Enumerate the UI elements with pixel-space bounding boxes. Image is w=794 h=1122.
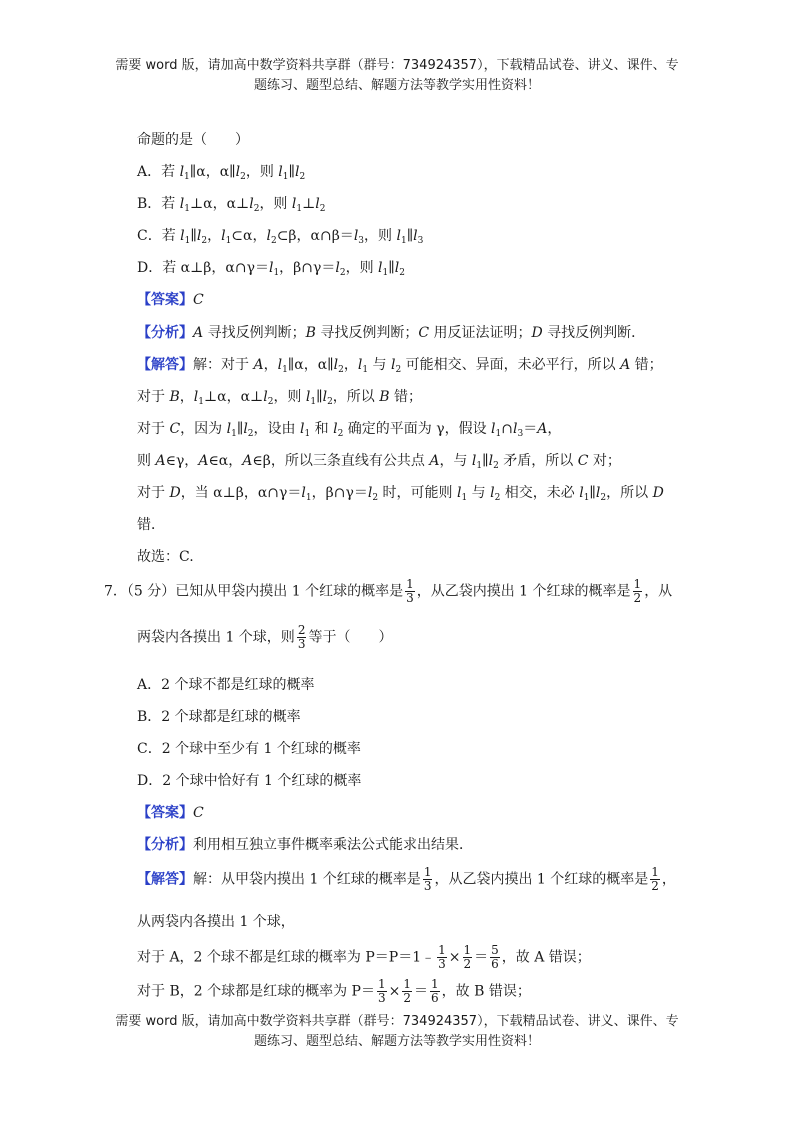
q7-option-d: D．2 个球中恰好有 1 个红球的概率 [137,773,362,789]
q7-case-b: 对于 B，2 个球都是红球的概率为 P＝ $\frac{1}{3}$ × $\frac{1}{2}$ ＝ $\frac{1}{6}$ ，故 B 错误； [137,977,531,1005]
footer-line-2: 题练习、题型总结、解题方法等教学实用性资料！ [253,1034,540,1049]
q6-option-a: A．若 $l_1\parallel\alpha$，$\alpha\parallel l_2$，则 $l_1\parallel l_2$ [137,164,306,182]
q7-option-b: B．2 个球都是红球的概率 [137,709,301,725]
fraction-one-third: $\frac{1}{3}$ [423,865,432,893]
q7-solution-line-2: 从两袋内各摸出 1 个球， [137,914,295,930]
q6-solution-line-5: 对于 D，当 α⊥β，$\alpha\cap\gamma=l_1$，$\beta\cap\gamma=l_2$ 时，可能则 $l_1$ 与 $l_2$ 相交，未必 $l_1\parallel l_2$，所以 D [137,485,664,503]
q7-option-a: A．2 个球不都是红球的概率 [137,677,315,693]
answer-tag: 【答案】 [137,292,193,308]
analysis-tag: 【分析】 [137,837,193,853]
fraction-one-half: $\frac{1}{2}$ [651,865,659,893]
q6-solution-line-1: 【解答】解：对于 A，$l_1\parallel\alpha$，$\alpha\parallel l_2$，$l_1$ 与 $l_2$ 可能相交、异面，未必平行，所以 A 错； [137,357,663,375]
q6-option-b: B．若 $l_1\perp\alpha$，$\alpha\perp l_2$，则 $l_1\perp l_2$ [137,196,326,214]
fraction-one-sixth: $\frac{1}{6}$ [430,977,439,1005]
fraction-one-half: $\frac{1}{2}$ [633,577,642,605]
q7-stem-line-1: 7．（5 分）已知从甲袋内摸出 1 个红球的概率是 $\frac{1}{3}$ ，从乙袋内摸出 1 个红球的概率是 $\frac{1}{2}$ ，从 [104,577,673,605]
q7-solution-line-1: 【解答】解：从甲袋内摸出 1 个红球的概率是 $\frac{1}{3}$ ，从乙袋内摸出 1 个红球的概率是 $\frac{1}{2}$ ， [137,865,676,893]
page-header [0,56,794,96]
footer-line-1: 需要 word 版，请加高中数学资料共享群（群号：734924357），下载精品试卷、讲义、课件、专 [115,1014,679,1029]
fraction-two-thirds: $\frac{2}{3}$ [297,623,306,651]
q7-answer [137,803,204,823]
answer-tag: 【答案】 [137,805,193,821]
q6-solution-line-4: 则 A∈γ，A∈α，A∈β，所以三条直线有公共点 A，与 $l_1\parallel l_2$ 矛盾，所以 C 对； [137,453,621,471]
analysis-tag: 【分析】 [137,325,193,341]
q7-stem-line-2: 两袋内各摸出 1 个球，则 $\frac{2}{3}$ 等于（ ） [137,623,393,651]
answer-value: C [193,292,204,308]
q6-stem-tail: 命题的是（ ） [137,132,249,148]
fraction-one-third: $\frac{1}{3}$ [406,577,414,605]
q6-solution-line-2: 对于 B，$l_1\perp\alpha$，$\alpha\perp l_2$，则 $l_1\parallel l_2$，所以 B 错； [137,389,422,407]
q6-solution-line-6: 错． [137,517,165,533]
header-line-1: 需要 word 版，请加高中数学资料共享群（群号：734924357），下载精品试卷、讲义、课件、专 [115,58,679,73]
fraction-five-sixths: $\frac{5}{6}$ [491,943,499,971]
question-number: 7． [104,583,127,600]
q6-analysis: 【分析】A 寻找反例判断；B 寻找反例判断；C 用反证法证明；D 寻找反例判断． [137,325,646,341]
q7-analysis: 【分析】利用相互独立事件概率乘法公式能求出结果． [137,837,473,853]
q6-option-c: C．若 $l_1\parallel l_2$，$l_1\subset\alpha$，$l_2\subset\beta$，$\alpha\cap\beta=l_3$，则 $l_1\parallel l_3$ [137,228,424,246]
q6-conclusion: 故选：C. [137,549,194,565]
header-line-2: 题练习、题型总结、解题方法等教学实用性资料！ [253,78,540,93]
q7-case-a: 对于 A，2 个球不都是红球的概率为 P＝P＝1﹣ $\frac{1}{3}$ × $\frac{1}{2}$ ＝ $\frac{5}{6}$ ，故 A 错误； [137,943,591,971]
q6-option-d: D．若 α⊥β，$\alpha\cap\gamma=l_1$，$\beta\cap\gamma=l_2$，则 $l_1\parallel l_2$ [137,260,405,278]
answer-value: C [193,805,204,821]
q7-option-c: C．2 个球中至少有 1 个红球的概率 [137,741,361,757]
solution-tag: 【解答】 [137,357,193,373]
question-score: （5 分） [126,583,176,600]
page-footer [0,1012,794,1052]
solution-tag: 【解答】 [137,871,193,888]
q6-solution-line-3: 对于 C，因为 $l_1\parallel l_2$，设由 $l_1$ 和 $l_2$ 确定的平面为 γ，假设 $l_1\cap l_3=A$， [137,421,562,439]
q6-answer [137,290,204,310]
